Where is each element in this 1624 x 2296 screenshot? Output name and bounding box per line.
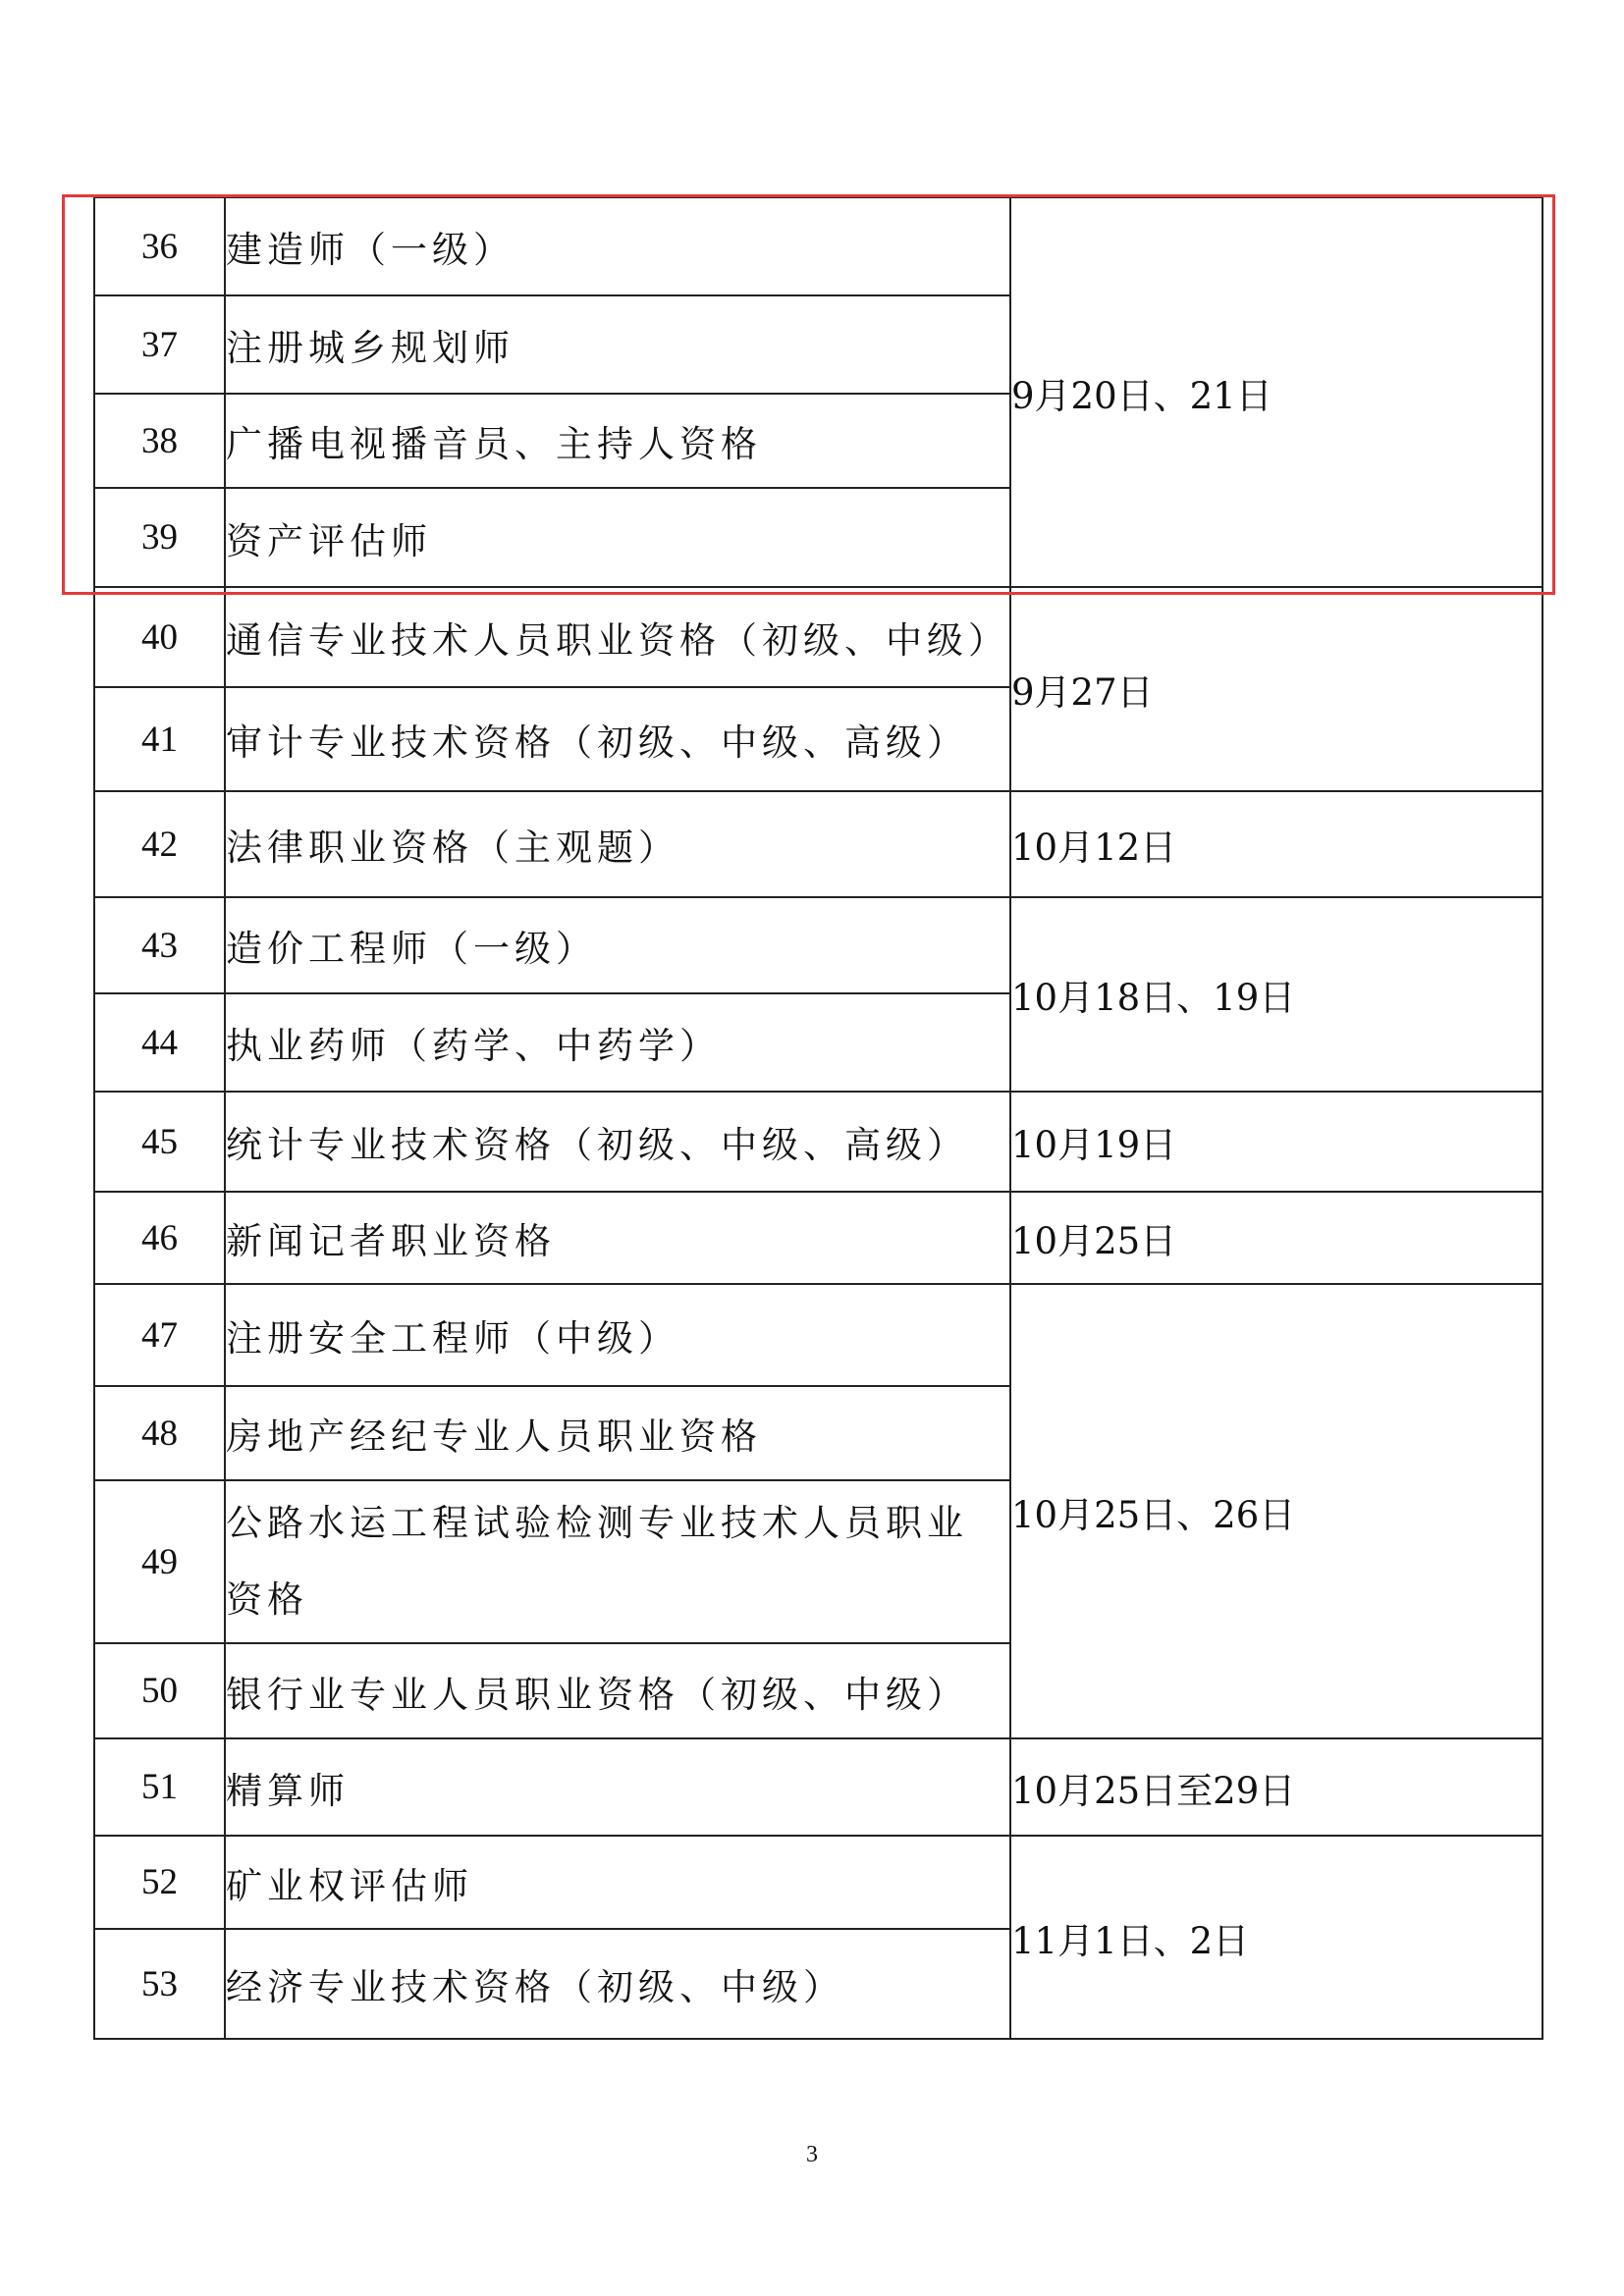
table-row: [94, 197, 1543, 295]
row-number: 39: [94, 488, 225, 587]
exam-name: 注册安全工程师（中级）: [225, 1284, 1010, 1386]
table-row: [94, 1092, 1543, 1192]
exam-date: 10月12日: [1010, 791, 1543, 897]
exam-date: 10月25日至29日: [1010, 1738, 1543, 1836]
row-number: 41: [94, 687, 225, 791]
row-number: 36: [94, 197, 225, 295]
exam-name: 资产评估师: [225, 488, 1010, 587]
row-number: 52: [94, 1836, 225, 1929]
exam-name: 注册城乡规划师: [225, 295, 1010, 394]
row-number: 51: [94, 1738, 225, 1836]
row-number: 42: [94, 791, 225, 897]
row-number: 37: [94, 295, 225, 394]
row-number: 40: [94, 587, 225, 687]
exam-date: 9月27日: [1010, 587, 1543, 791]
row-number: 49: [94, 1480, 225, 1643]
exam-name: 房地产经纪专业人员职业资格: [225, 1386, 1010, 1480]
exam-date: 9月20日、21日: [1010, 197, 1543, 587]
row-number: 43: [94, 897, 225, 993]
exam-name: 造价工程师（一级）: [225, 897, 1010, 993]
row-number: 45: [94, 1092, 225, 1192]
table-row: [94, 1192, 1543, 1284]
exam-name: 通信专业技术人员职业资格（初级、中级）: [225, 587, 1010, 687]
exam-date: 11月1日、2日: [1010, 1836, 1543, 2039]
exam-name: 新闻记者职业资格: [225, 1192, 1010, 1284]
table-row: [94, 791, 1543, 897]
exam-name: 法律职业资格（主观题）: [225, 791, 1010, 897]
table-row: [94, 897, 1543, 993]
exam-name: 经济专业技术资格（初级、中级）: [225, 1929, 1010, 2039]
table-row: [94, 1738, 1543, 1836]
exam-date: 10月25日、26日: [1010, 1284, 1543, 1738]
table-row: [94, 1836, 1543, 1929]
exam-name: 审计专业技术资格（初级、中级、高级）: [225, 687, 1010, 791]
exam-name: 银行业专业人员职业资格（初级、中级）: [225, 1643, 1010, 1738]
exam-name: 公路水运工程试验检测专业技术人员职业资格: [225, 1480, 1010, 1643]
row-number: 38: [94, 394, 225, 488]
exam-name: 精算师: [225, 1738, 1010, 1836]
exam-name: 执业药师（药学、中药学）: [225, 993, 1010, 1092]
row-number: 44: [94, 993, 225, 1092]
row-number: 50: [94, 1643, 225, 1738]
exam-date: 10月19日: [1010, 1092, 1543, 1192]
exam-date: 10月25日: [1010, 1192, 1543, 1284]
exam-name: 广播电视播音员、主持人资格: [225, 394, 1010, 488]
exam-name: 建造师（一级）: [225, 197, 1010, 295]
row-number: 46: [94, 1192, 225, 1284]
exam-schedule-table: [93, 196, 1543, 2040]
row-number: 47: [94, 1284, 225, 1386]
page-number: 3: [806, 2142, 818, 2167]
exam-date: 10月18日、19日: [1010, 897, 1543, 1092]
row-number: 53: [94, 1929, 225, 2039]
table-row: [94, 1284, 1543, 1386]
exam-name: 矿业权评估师: [225, 1836, 1010, 1929]
table-row: [94, 587, 1543, 687]
exam-name: 统计专业技术资格（初级、中级、高级）: [225, 1092, 1010, 1192]
row-number: 48: [94, 1386, 225, 1480]
